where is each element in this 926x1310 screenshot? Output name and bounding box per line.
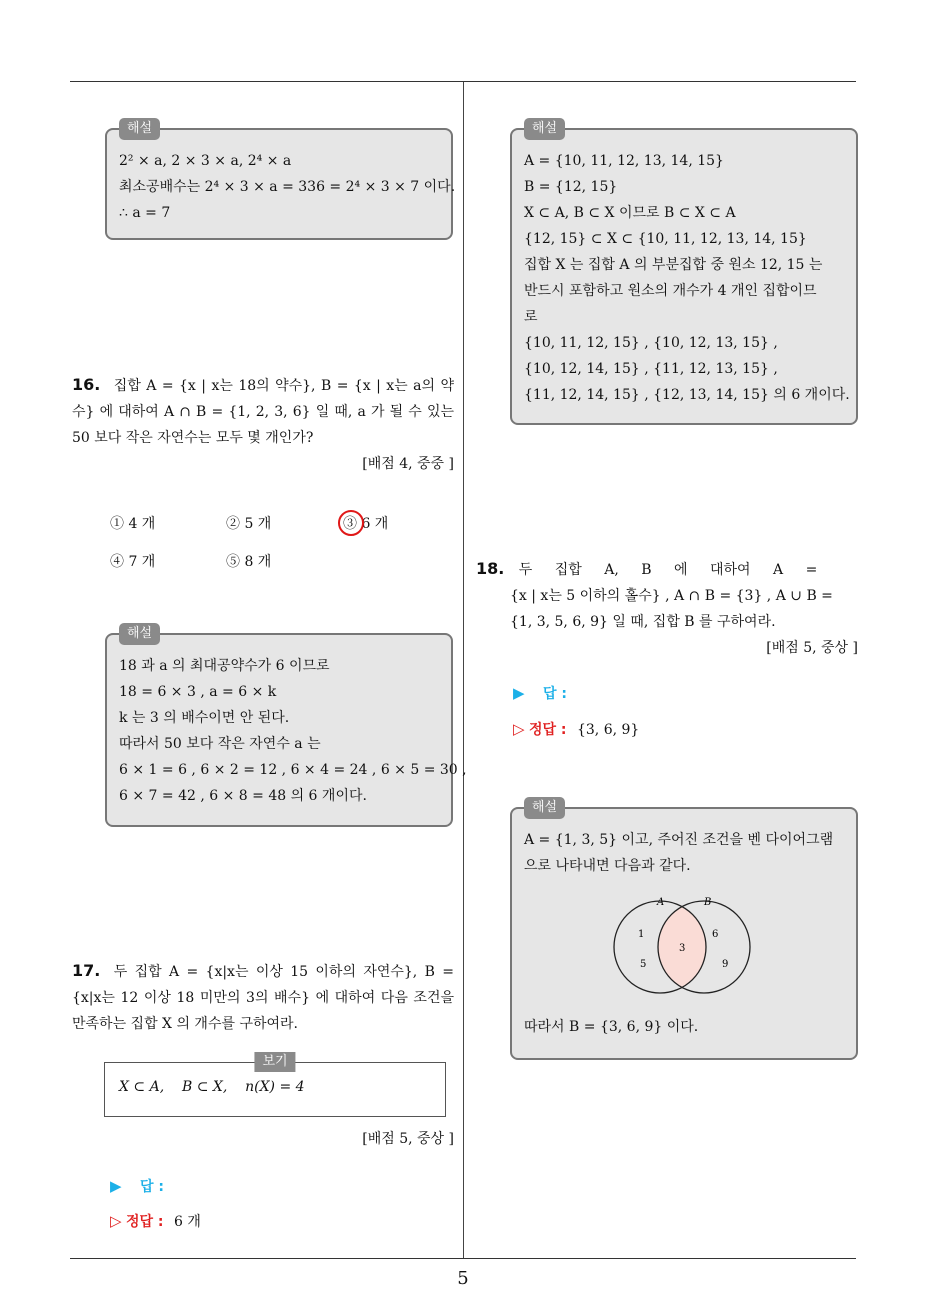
answer-label: 답 : xyxy=(140,1179,164,1195)
solution-line: {11, 12, 14, 15} , {12, 13, 14, 15} 의 6 개이다. xyxy=(524,387,850,403)
solution-line: 으로 나타내면 다음과 같다. xyxy=(524,858,691,874)
play-arrow-icon: ▶ xyxy=(110,1177,122,1195)
solution-line: 최소공배수는 2⁴ × 3 × a = 336 = 2⁴ × 3 × 7 이다. xyxy=(119,179,456,195)
choice-4[interactable]: ④ 7 개 xyxy=(110,554,156,570)
selected-answer-mark xyxy=(338,510,364,536)
problem-text-line: {1, 3, 5, 6, 9} 일 때, 집합 B 를 구하여라. xyxy=(510,614,776,630)
solution-tag: 해설 xyxy=(524,118,565,140)
choice-3[interactable]: ③ 6 개 xyxy=(343,516,389,532)
problem-text: 집합 A = {x | x는 18의 약수}, B = {x | x는 a의 약수} 에 대하여 A ∩ B = {1, 2, 3, 6} 일 때, a 가 될 수 있는 50 보다 작은 자연수는 모두 몇 개인가? xyxy=(72,378,454,446)
column-divider xyxy=(463,82,464,1258)
solution-line: 로 xyxy=(524,309,538,325)
venn-element: 9 xyxy=(722,959,729,970)
condition-text: X ⊂ A, B ⊂ X, n(X) = 4 xyxy=(119,1079,305,1095)
solution-line: {12, 15} ⊂ X ⊂ {10, 11, 12, 13, 14, 15} xyxy=(524,231,807,247)
choice-5[interactable]: ⑤ 8 개 xyxy=(226,554,272,570)
problem-score: [배점 4, 중중 ] xyxy=(362,456,454,472)
venn-label-a: A xyxy=(657,897,665,908)
answer-label: 답 : xyxy=(543,686,567,702)
solution-line: 6 × 7 = 42 , 6 × 8 = 48 의 6 개이다. xyxy=(119,788,367,804)
solution-line: X ⊂ A, B ⊂ X 이므로 B ⊂ X ⊂ A xyxy=(524,205,736,221)
choice-2[interactable]: ② 5 개 xyxy=(226,516,272,532)
problem-score: [배점 5, 중상 ] xyxy=(362,1131,454,1147)
solution-line: {10, 12, 14, 15} , {11, 12, 13, 15} , xyxy=(524,361,778,377)
solution-line: B = {12, 15} xyxy=(524,179,618,195)
problem-18 xyxy=(476,556,858,661)
solution-box-16 xyxy=(105,626,467,827)
solution-line: 집합 X 는 집합 A 의 부분집합 중 원소 12, 15 는 xyxy=(524,257,823,273)
venn-label-b: B xyxy=(704,897,712,908)
correct-answer-row xyxy=(513,719,639,739)
correct-answer-row xyxy=(110,1211,201,1231)
page-number: 5 xyxy=(457,1268,469,1289)
venn-diagram xyxy=(612,895,762,995)
venn-element: 3 xyxy=(679,943,686,954)
problem-text: 두 집합 A = {x|x는 이상 15 이하의 자연수}, B = {x|x는 12 이상 18 미만의 3의 배수} 에 대하여 다음 조건을 만족하는 집합 X 의 개수를 구하여라. xyxy=(72,964,454,1032)
outline-arrow-icon: ▷ xyxy=(513,720,525,738)
correct-value: 6 개 xyxy=(173,1214,201,1230)
venn-element: 5 xyxy=(640,959,647,970)
solution-line: 2² × a, 2 × 3 × a, 2⁴ × a xyxy=(119,153,292,169)
play-arrow-icon: ▶ xyxy=(513,684,525,702)
correct-label: 정답 : xyxy=(529,722,567,738)
problem-number: 17. xyxy=(72,961,101,980)
venn-element: 1 xyxy=(638,929,645,940)
solution-line: 18 = 6 × 3 , a = 6 × k xyxy=(119,684,277,700)
problem-text-line: 두 집합 A, B 에 대하여 A = xyxy=(518,562,818,578)
bottom-rule xyxy=(70,1258,856,1259)
solution-tag: 해설 xyxy=(119,118,160,140)
correct-value: {3, 6, 9} xyxy=(576,722,640,738)
venn-element: 6 xyxy=(712,929,719,940)
problem-16 xyxy=(72,372,454,477)
solution-line: ∴ a = 7 xyxy=(119,205,171,221)
outline-arrow-icon: ▷ xyxy=(110,1212,122,1230)
solution-line: {10, 11, 12, 15} , {10, 12, 13, 15} , xyxy=(524,335,778,351)
answer-row xyxy=(513,683,567,703)
choice-1[interactable]: ① 4 개 xyxy=(110,516,156,532)
solution-box-18 xyxy=(510,800,858,1060)
problem-score: [배점 5, 중상 ] xyxy=(766,640,858,656)
answer-row xyxy=(110,1176,164,1196)
correct-label: 정답 : xyxy=(126,1214,164,1230)
condition-box xyxy=(104,1054,446,1117)
problem-text-line: {x | x는 5 이하의 홀수} , A ∩ B = {3} , A ∪ B = xyxy=(510,588,833,604)
solution-tag: 해설 xyxy=(119,623,160,645)
solution-line: A = {1, 3, 5} 이고, 주어진 조건을 벤 다이어그램 xyxy=(524,832,834,848)
solution-box-17 xyxy=(510,121,858,425)
solution-line: 반드시 포함하고 원소의 개수가 4 개인 집합이므 xyxy=(524,283,817,299)
solution-tag: 해설 xyxy=(524,797,565,819)
problem-number: 16. xyxy=(72,375,101,394)
solution-box-15 xyxy=(105,121,456,240)
solution-line: k 는 3 의 배수이면 안 된다. xyxy=(119,710,290,726)
solution-line: A = {10, 11, 12, 13, 14, 15} xyxy=(524,153,724,169)
solution-line: 18 과 a 의 최대공약수가 6 이므로 xyxy=(119,658,330,674)
solution-line: 따라서 B = {3, 6, 9} 이다. xyxy=(524,1019,699,1035)
solution-line: 따라서 50 보다 작은 자연수 a 는 xyxy=(119,736,321,752)
condition-tag: 보기 xyxy=(254,1052,295,1072)
solution-line: 6 × 1 = 6 , 6 × 2 = 12 , 6 × 4 = 24 , 6 × 5 = 30 , xyxy=(119,762,467,778)
problem-17 xyxy=(72,958,454,1037)
problem-number: 18. xyxy=(476,559,505,578)
